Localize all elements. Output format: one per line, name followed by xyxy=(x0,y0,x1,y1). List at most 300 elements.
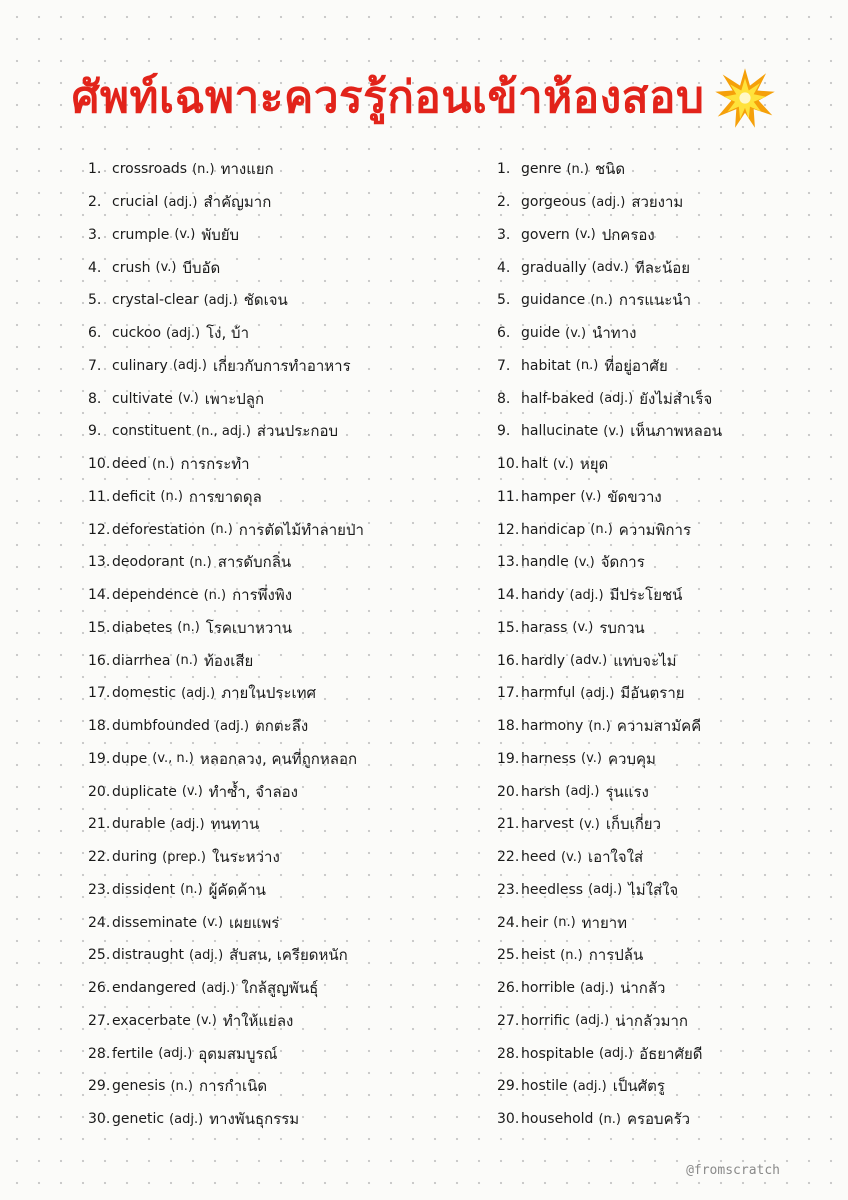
thai-meaning: ความพิการ xyxy=(618,520,691,539)
vocab-item xyxy=(88,481,473,514)
part-of-speech: (adj.) xyxy=(591,194,626,210)
part-of-speech: (v.) xyxy=(181,784,203,800)
thai-meaning: สำคัญมาก xyxy=(203,193,272,212)
thai-meaning: ที่อยู่อาศัย xyxy=(604,356,668,375)
part-of-speech: (v.) xyxy=(561,849,582,865)
thai-meaning: พับยับ xyxy=(201,225,240,244)
vocab-word: genetic xyxy=(112,1111,165,1128)
vocab-word: diabetes xyxy=(112,619,173,636)
vocab-word: harass xyxy=(521,619,568,636)
vocab-word: dependence xyxy=(112,587,199,604)
vocab-number: 10. xyxy=(88,456,111,473)
part-of-speech: (n.) xyxy=(160,489,183,505)
part-of-speech: (adj.) xyxy=(588,882,623,898)
vocab-item xyxy=(497,251,837,284)
part-of-speech: (n.) xyxy=(203,587,227,603)
thai-meaning: น่ากลัวมาก xyxy=(615,1011,688,1030)
vocab-number: 16. xyxy=(497,652,520,669)
vocab-word: dupe xyxy=(112,750,148,767)
vocab-number: 16. xyxy=(88,652,111,669)
vocab-number: 29. xyxy=(497,1078,520,1095)
vocab-item xyxy=(88,644,473,677)
vocab-word: deed xyxy=(112,456,147,473)
part-of-speech: (n.) xyxy=(590,522,613,538)
thai-meaning: ชนิด xyxy=(594,160,626,179)
part-of-speech: (v.) xyxy=(574,227,596,243)
vocab-word: half-baked xyxy=(521,390,595,407)
vocab-number: 17. xyxy=(497,685,520,702)
vocab-number: 11. xyxy=(88,488,111,505)
part-of-speech: (n., adj.) xyxy=(196,423,251,439)
part-of-speech: (adj.) xyxy=(598,1046,634,1062)
thai-meaning: ทำให้แย่ลง xyxy=(222,1011,294,1030)
part-of-speech: (n.) xyxy=(192,161,215,177)
part-of-speech: (adj.) xyxy=(163,194,198,210)
vocab-number: 7. xyxy=(88,357,102,374)
vocab-word: fertile xyxy=(112,1045,154,1062)
vocab-word: deforestation xyxy=(112,521,206,538)
part-of-speech: (adj.) xyxy=(203,292,238,308)
thai-meaning: การปล้น xyxy=(588,946,644,965)
vocab-word: harsh xyxy=(521,783,561,800)
part-of-speech: (n.) xyxy=(177,620,200,636)
vocab-number: 9. xyxy=(88,423,102,440)
thai-meaning: ยังไม่สำเร็จ xyxy=(639,389,713,408)
part-of-speech: (adj.) xyxy=(158,1046,193,1062)
thai-meaning: การพึ่งพิง xyxy=(232,586,293,605)
vocab-number: 3. xyxy=(497,226,511,243)
vocab-item xyxy=(497,775,837,808)
right-vocab-list xyxy=(497,153,837,1136)
part-of-speech: (n.) xyxy=(170,1078,193,1094)
vocab-number: 3. xyxy=(88,226,102,243)
part-of-speech: (n.) xyxy=(575,358,599,374)
vocab-number: 18. xyxy=(88,718,111,735)
vocab-number: 1. xyxy=(497,161,511,178)
vocab-item xyxy=(497,1037,837,1070)
thai-meaning: ทำซ้ำ, จำลอง xyxy=(208,782,298,801)
vocab-number: 17. xyxy=(88,685,111,702)
vocab-word: harmful xyxy=(521,685,576,702)
thai-meaning: ควบคุม xyxy=(608,749,656,768)
thai-meaning: ไม่ใส่ใจ xyxy=(628,880,679,899)
thai-meaning: ในระหว่าง xyxy=(212,848,280,867)
vocab-number: 26. xyxy=(88,980,111,997)
thai-meaning: น่ากลัว xyxy=(620,979,666,998)
part-of-speech: (adj.) xyxy=(575,1013,610,1029)
thai-meaning: หลอกลวง, คนที่ถูกหลอก xyxy=(199,749,358,768)
vocab-item xyxy=(497,350,837,383)
part-of-speech: (v.) xyxy=(573,554,595,570)
vocab-item xyxy=(88,841,473,874)
vocab-number: 2. xyxy=(497,194,511,211)
part-of-speech: (n.) xyxy=(566,161,589,177)
part-of-speech: (adj.) xyxy=(166,325,201,341)
part-of-speech: (v.) xyxy=(603,423,625,439)
vocab-word: harmony xyxy=(521,718,584,735)
left-vocab-list xyxy=(88,153,473,1136)
vocab-item xyxy=(88,415,473,448)
part-of-speech: (v.) xyxy=(552,456,574,472)
vocab-number: 4. xyxy=(88,259,102,276)
vocab-item xyxy=(497,1103,837,1136)
vocab-number: 20. xyxy=(88,783,111,800)
vocab-word: household xyxy=(521,1111,594,1128)
part-of-speech: (n.) xyxy=(598,1111,621,1127)
vocab-item xyxy=(88,612,473,645)
part-of-speech: (n.) xyxy=(590,292,613,308)
vocab-item xyxy=(497,677,837,710)
vocab-item xyxy=(497,219,837,252)
thai-meaning: เก็บเกี่ยว xyxy=(605,815,662,834)
vocab-number: 27. xyxy=(497,1012,520,1029)
thai-meaning: ผู้คัดค้าน xyxy=(208,880,266,899)
thai-meaning: โรคเบาหวาน xyxy=(205,618,292,637)
vocab-item xyxy=(88,350,473,383)
vocab-item xyxy=(88,579,473,612)
vocab-number: 1. xyxy=(88,161,102,178)
thai-meaning: อัธยาศัยดี xyxy=(639,1044,703,1063)
vocab-item xyxy=(497,808,837,841)
vocab-number: 7. xyxy=(497,357,511,374)
thai-meaning: ส่วนประกอบ xyxy=(256,422,338,441)
thai-meaning: หยุด xyxy=(579,455,609,474)
part-of-speech: (adj.) xyxy=(214,718,250,734)
vocab-word: constituent xyxy=(112,423,192,440)
vocab-word: exacerbate xyxy=(112,1012,191,1029)
vocab-number: 4. xyxy=(497,259,511,276)
thai-meaning: เกี่ยวกับการทำอาหาร xyxy=(212,356,351,375)
part-of-speech: (n.) xyxy=(560,947,583,963)
vocab-word: crystal-clear xyxy=(112,292,199,309)
vocab-number: 12. xyxy=(88,521,111,538)
thai-meaning: ภายในประเทศ xyxy=(221,684,317,703)
vocab-number: 23. xyxy=(497,881,520,898)
vocab-item xyxy=(88,251,473,284)
part-of-speech: (v.) xyxy=(195,1013,217,1029)
part-of-speech: (adj.) xyxy=(579,980,615,996)
vocab-number: 24. xyxy=(88,914,111,931)
vocab-item xyxy=(88,1037,473,1070)
thai-meaning: ทีละน้อย xyxy=(634,258,691,277)
thai-meaning: การขาดดุล xyxy=(188,487,262,506)
vocab-item xyxy=(497,612,837,645)
vocab-word: cuckoo xyxy=(112,325,162,342)
vocab-word: deodorant xyxy=(112,554,185,571)
vocab-item xyxy=(88,972,473,1005)
thai-meaning: ทนทาน xyxy=(210,815,260,834)
part-of-speech: (adj.) xyxy=(189,947,224,963)
vocab-word: hallucinate xyxy=(521,423,599,440)
vocab-word: harvest xyxy=(521,816,574,833)
thai-meaning: รบกวน xyxy=(599,618,645,637)
credit-watermark: @fromscratch xyxy=(686,1163,780,1178)
thai-meaning: การแนะนำ xyxy=(618,291,692,310)
vocab-number: 14. xyxy=(88,587,111,604)
vocab-item xyxy=(88,1005,473,1038)
thai-meaning: นำทาง xyxy=(592,324,637,343)
thai-meaning: ครอบครัว xyxy=(626,1110,691,1129)
vocab-word: handicap xyxy=(521,521,586,538)
vocab-item xyxy=(497,939,837,972)
thai-meaning: ปกครอง xyxy=(601,225,655,244)
thai-meaning: ตกตะลึง xyxy=(255,717,309,736)
vocab-word: deficit xyxy=(112,488,156,505)
part-of-speech: (n.) xyxy=(189,554,212,570)
vocab-item xyxy=(88,448,473,481)
thai-meaning: รุนแรง xyxy=(605,782,649,801)
vocab-number: 5. xyxy=(497,292,511,309)
part-of-speech: (n.) xyxy=(175,653,198,669)
thai-meaning: สารดับกลิ่น xyxy=(217,553,292,572)
vocab-number: 14. xyxy=(497,587,520,604)
vocab-item xyxy=(497,284,837,317)
thai-meaning: ชัดเจน xyxy=(243,291,288,310)
vocab-item xyxy=(497,448,837,481)
part-of-speech: (adj.) xyxy=(565,784,600,800)
vocab-number: 6. xyxy=(497,325,511,342)
vocab-item xyxy=(88,710,473,743)
vocab-number: 5. xyxy=(88,292,102,309)
vocab-word: hardly xyxy=(521,652,566,669)
vocab-word: halt xyxy=(521,456,548,473)
vocab-word: horrible xyxy=(521,980,575,997)
part-of-speech: (prep.) xyxy=(162,849,207,865)
vocab-number: 30. xyxy=(497,1111,520,1128)
part-of-speech: (n.) xyxy=(180,882,203,898)
thai-meaning: มีประโยชน์ xyxy=(609,586,683,605)
vocab-item xyxy=(88,775,473,808)
vocab-item xyxy=(497,513,837,546)
vocab-item xyxy=(88,906,473,939)
part-of-speech: (n.) xyxy=(210,522,233,538)
vocab-number: 2. xyxy=(88,194,102,211)
vocab-item xyxy=(88,677,473,710)
thai-meaning: เอาใจใส่ xyxy=(587,848,644,867)
part-of-speech: (adj.) xyxy=(599,391,634,407)
thai-meaning: จัดการ xyxy=(600,553,645,572)
vocab-number: 6. xyxy=(88,325,102,342)
vocab-word: heist xyxy=(521,947,556,964)
part-of-speech: (v.) xyxy=(578,816,600,832)
vocab-item xyxy=(497,1005,837,1038)
part-of-speech: (adj.) xyxy=(169,1111,204,1127)
vocab-item xyxy=(88,153,473,186)
vocab-word: crossroads xyxy=(112,161,188,178)
thai-meaning: เป็นศัตรู xyxy=(612,1077,665,1096)
vocab-word: heedless xyxy=(521,881,584,898)
part-of-speech: (adj.) xyxy=(201,980,236,996)
vocab-word: cultivate xyxy=(112,390,173,407)
part-of-speech: (v.) xyxy=(202,915,224,931)
part-of-speech: (v.) xyxy=(565,325,587,341)
vocab-item xyxy=(497,382,837,415)
thai-meaning: สับสน, เครียดหนัก xyxy=(229,946,348,965)
part-of-speech: (v.) xyxy=(572,620,594,636)
vocab-number: 10. xyxy=(497,456,520,473)
vocab-item xyxy=(88,808,473,841)
page-title: ศัพท์เฉพาะควรรู้ก่อนเข้าห้องสอบ xyxy=(71,72,705,123)
part-of-speech: (v., n.) xyxy=(152,751,194,767)
vocab-word: genesis xyxy=(112,1078,166,1095)
vocab-number: 21. xyxy=(497,816,520,833)
vocab-number: 20. xyxy=(497,783,520,800)
thai-meaning: เห็นภาพหลอน xyxy=(630,422,723,441)
vocab-item xyxy=(88,874,473,907)
vocab-word: handy xyxy=(521,587,565,604)
thai-meaning: ทางแยก xyxy=(220,160,274,179)
vocab-item xyxy=(497,579,837,612)
vocab-item xyxy=(88,939,473,972)
vocab-word: during xyxy=(112,849,158,866)
vocab-number: 23. xyxy=(88,881,111,898)
thai-meaning: เพาะปลูก xyxy=(204,389,265,408)
vocab-number: 30. xyxy=(88,1111,111,1128)
vocab-word: crucial xyxy=(112,194,159,211)
part-of-speech: (n.) xyxy=(553,915,576,931)
part-of-speech: (adj.) xyxy=(569,587,604,603)
vocab-item xyxy=(497,186,837,219)
vocab-word: culinary xyxy=(112,357,168,374)
vocab-word: crush xyxy=(112,259,151,276)
vocab-word: horrific xyxy=(521,1012,571,1029)
vocab-number: 25. xyxy=(88,947,111,964)
vocab-word: heed xyxy=(521,849,556,866)
vocab-item xyxy=(497,1070,837,1103)
part-of-speech: (v.) xyxy=(174,227,196,243)
vocab-number: 12. xyxy=(497,521,520,538)
thai-meaning: ท้องเสีย xyxy=(203,651,254,670)
vocab-word: gradually xyxy=(521,259,587,276)
vocab-item xyxy=(497,906,837,939)
vocab-item xyxy=(497,546,837,579)
vocab-item xyxy=(88,219,473,252)
part-of-speech: (adj.) xyxy=(572,1078,607,1094)
vocab-item xyxy=(497,317,837,350)
thai-meaning: การกระทำ xyxy=(180,455,250,474)
vocab-word: duplicate xyxy=(112,783,177,800)
thai-meaning: ทายาท xyxy=(581,913,628,932)
vocab-word: diarrhea xyxy=(112,652,171,669)
part-of-speech: (adj.) xyxy=(172,358,207,374)
vocab-word: handle xyxy=(521,554,569,571)
thai-meaning: บีบอัด xyxy=(182,258,221,277)
vocab-item xyxy=(497,710,837,743)
thai-meaning: ความสามัคคี xyxy=(616,717,702,736)
vocab-word: domestic xyxy=(112,685,177,702)
vocab-number: 29. xyxy=(88,1078,111,1095)
thai-meaning: สวยงาม xyxy=(631,193,684,212)
part-of-speech: (n.) xyxy=(588,718,611,734)
vocab-word: hostile xyxy=(521,1078,568,1095)
vocab-word: hamper xyxy=(521,488,576,505)
vocab-word: harness xyxy=(521,750,577,767)
vocab-number: 15. xyxy=(88,619,111,636)
vocab-number: 13. xyxy=(88,554,111,571)
vocab-number: 8. xyxy=(497,390,511,407)
vocab-number: 18. xyxy=(497,718,520,735)
vocab-item xyxy=(497,153,837,186)
part-of-speech: (v.) xyxy=(177,391,199,407)
thai-meaning: การกำเนิด xyxy=(198,1077,268,1096)
vocab-item xyxy=(88,317,473,350)
vocab-word: crumple xyxy=(112,226,170,243)
part-of-speech: (v.) xyxy=(580,489,602,505)
vocab-item xyxy=(88,513,473,546)
part-of-speech: (adv.) xyxy=(591,260,629,276)
vocab-number: 22. xyxy=(497,849,520,866)
part-of-speech: (adv.) xyxy=(570,653,608,669)
vocab-item xyxy=(88,743,473,776)
vocab-number: 11. xyxy=(497,488,520,505)
vocab-word: gorgeous xyxy=(521,194,587,211)
vocab-number: 19. xyxy=(497,750,520,767)
part-of-speech: (adj.) xyxy=(181,685,216,701)
part-of-speech: (v.) xyxy=(581,751,603,767)
thai-meaning: แทบจะไม่ xyxy=(613,651,677,670)
thai-meaning: ทางพันธุกรรม xyxy=(209,1110,300,1129)
vocab-number: 28. xyxy=(497,1045,520,1062)
part-of-speech: (adj.) xyxy=(580,685,615,701)
vocab-item xyxy=(497,874,837,907)
vocab-item xyxy=(497,644,837,677)
vocab-number: 27. xyxy=(88,1012,111,1029)
vocab-item xyxy=(88,1070,473,1103)
collision-burst-icon xyxy=(714,67,776,129)
vocab-item xyxy=(88,284,473,317)
vocab-item xyxy=(497,841,837,874)
vocab-item xyxy=(497,481,837,514)
thai-meaning: โง่, บ้า xyxy=(206,324,249,343)
part-of-speech: (adj.) xyxy=(170,816,205,832)
vocab-number: 24. xyxy=(497,914,520,931)
vocab-word: hospitable xyxy=(521,1045,594,1062)
vocab-word: heir xyxy=(521,914,549,931)
vocab-number: 13. xyxy=(497,554,520,571)
vocab-number: 9. xyxy=(497,423,511,440)
vocab-item xyxy=(88,382,473,415)
vocab-item xyxy=(88,186,473,219)
vocab-number: 15. xyxy=(497,619,520,636)
vocab-number: 8. xyxy=(88,390,102,407)
thai-meaning: ขัดขวาง xyxy=(607,487,662,506)
thai-meaning: มีอันตราย xyxy=(620,684,685,703)
vocab-item xyxy=(88,546,473,579)
vocab-number: 21. xyxy=(88,816,111,833)
vocab-word: guide xyxy=(521,325,561,342)
vocab-number: 26. xyxy=(497,980,520,997)
vocab-word: endangered xyxy=(112,980,197,997)
thai-meaning: การตัดไม้ทำลายป่า xyxy=(238,520,364,539)
vocab-word: disseminate xyxy=(112,914,198,931)
vocab-word: genre xyxy=(521,161,562,178)
thai-meaning: อุดมสมบูรณ์ xyxy=(198,1044,278,1063)
vocab-word: habitat xyxy=(521,357,571,374)
part-of-speech: (v.) xyxy=(155,260,177,276)
title-row xyxy=(0,58,848,138)
thai-meaning: เผยแพร่ xyxy=(229,913,280,932)
vocab-number: 25. xyxy=(497,947,520,964)
vocab-number: 22. xyxy=(88,849,111,866)
vocab-word: dumbfounded xyxy=(112,718,210,735)
part-of-speech: (n.) xyxy=(152,456,175,472)
vocab-number: 28. xyxy=(88,1045,111,1062)
vocab-item xyxy=(497,415,837,448)
thai-meaning: ใกล้สูญพันธุ์ xyxy=(241,979,319,998)
vocab-item xyxy=(88,1103,473,1136)
vocab-word: durable xyxy=(112,816,166,833)
vocab-word: distraught xyxy=(112,947,185,964)
